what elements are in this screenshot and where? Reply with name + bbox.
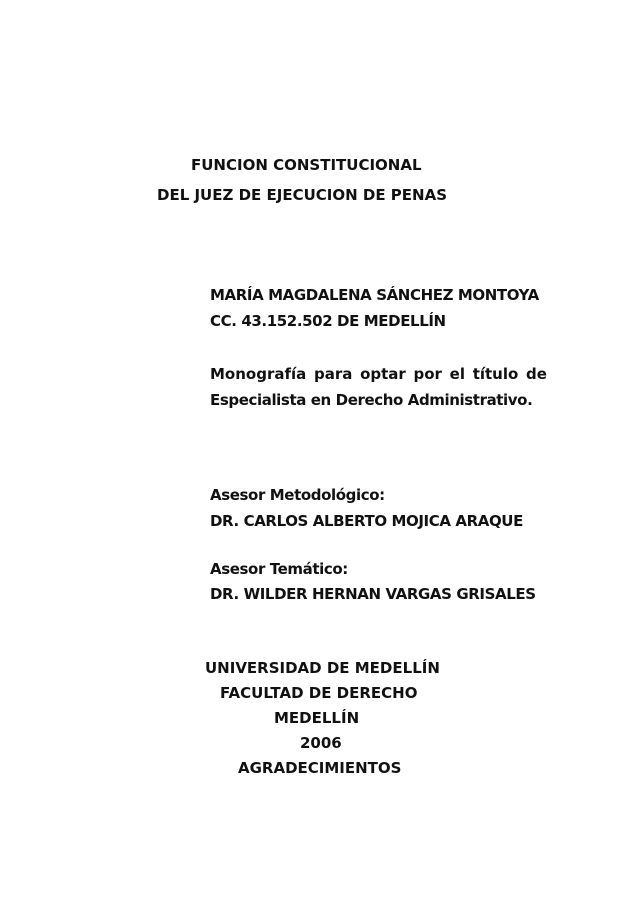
purpose-line-2: Especialista en Derecho Administrativo. — [210, 391, 533, 409]
thematic-advisor-label: Asesor Temático: — [210, 560, 348, 578]
university-name: UNIVERSIDAD DE MEDELLÍN — [205, 659, 440, 677]
acknowledgements-heading: AGRADECIMIENTOS — [238, 759, 402, 777]
purpose-word: por — [413, 365, 442, 383]
author-id: CC. 43.152.502 DE MEDELLÍN — [210, 312, 446, 330]
methodological-advisor-label: Asesor Metodológico: — [210, 486, 385, 504]
purpose-word: Monografía — [210, 365, 307, 383]
title-line-1: FUNCION CONSTITUCIONAL — [191, 156, 422, 174]
methodological-advisor-name: DR. CARLOS ALBERTO MOJICA ARAQUE — [210, 512, 523, 530]
purpose-word: optar — [360, 365, 406, 383]
purpose-word: para — [313, 365, 353, 383]
author-name: MARÍA MAGDALENA SÁNCHEZ MONTOYA — [210, 286, 539, 304]
purpose-word: el — [449, 365, 465, 383]
purpose-word: título — [472, 365, 519, 383]
year: 2006 — [300, 734, 342, 752]
city-name: MEDELLÍN — [274, 709, 360, 727]
title-line-2: DEL JUEZ DE EJECUCION DE PENAS — [157, 186, 448, 204]
thematic-advisor-name: DR. WILDER HERNAN VARGAS GRISALES — [210, 585, 536, 603]
purpose-word: de — [526, 365, 547, 383]
faculty-name: FACULTAD DE DERECHO — [220, 684, 418, 702]
purpose-line-1 — [210, 365, 547, 383]
